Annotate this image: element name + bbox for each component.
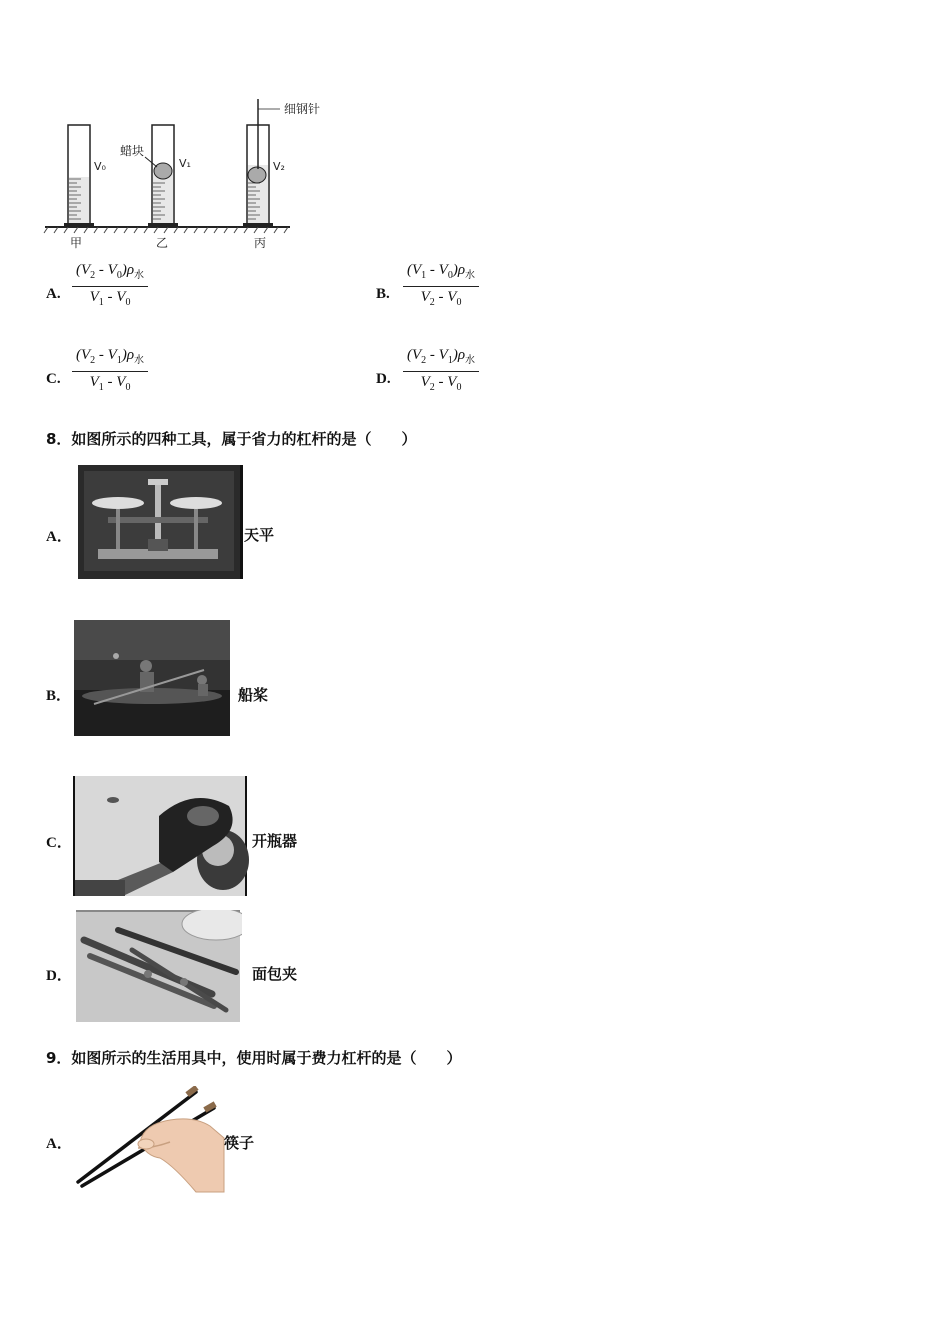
q8-option-a-letter[interactable]: A． [46,529,72,545]
q9-option-a-letter[interactable]: A． [46,1136,72,1152]
q7-option-d-letter[interactable]: D. [376,371,391,387]
label-bing: 丙 [254,236,267,250]
q7-option-b-formula[interactable]: $(V_1 - V_0)\rho_水$ $V_2 - V_0$ [403,260,479,313]
chopsticks-hand-photo [74,1086,226,1194]
label-yi: 乙 [156,236,169,250]
q7-option-a-letter[interactable]: A. [46,286,61,302]
label-v1: V₁ [179,157,191,170]
q7-option-c-formula[interactable]: $(V_2 - V_1)\rho_水$ $V_1 - V_0$ [72,345,148,398]
balance-scale-photo [78,465,244,579]
label-v0: V₀ [94,160,106,173]
q8-question: 8．如图所示的四种工具，属于省力的杠杆的是（ ） [46,430,417,448]
q8-option-d-label: 面包夹 [252,965,298,983]
q7-option-b-letter[interactable]: B. [376,286,390,302]
cylinder-jia [64,125,94,227]
graduated-cylinder-diagram [40,95,340,255]
q7-option-d-formula[interactable]: $(V_2 - V_1)\rho_水$ $V_2 - V_0$ [403,345,479,398]
bread-tongs-photo [76,910,242,1022]
q8-option-d-letter[interactable]: D． [46,968,72,984]
label-v2: V₂ [273,160,285,173]
label-wax-block: 蜡块 [120,144,145,158]
label-steel-needle: 细钢针 [284,102,321,116]
cylinder-yi [145,125,178,227]
q8-option-c-letter[interactable]: C． [46,835,72,851]
q8-option-b-label: 船桨 [238,686,269,704]
label-jia: 甲 [70,236,83,250]
q8-option-c-label: 开瓶器 [252,832,298,850]
q7-option-a-formula[interactable]: $(V_2 - V_0)\rho_水$ $V_1 - V_0$ [72,260,148,313]
boat-oar-photo [74,620,232,736]
bottle-opener-photo [73,776,251,896]
q8-option-a-label: 天平 [244,526,275,544]
q8-option-b-letter[interactable]: B． [46,688,72,704]
q7-option-c-letter[interactable]: C. [46,371,61,387]
q9-option-a-label: 筷子 [224,1134,255,1152]
q9-question: 9．如图所示的生活用具中，使用时属于费力杠杆的是（ ） [46,1049,462,1067]
